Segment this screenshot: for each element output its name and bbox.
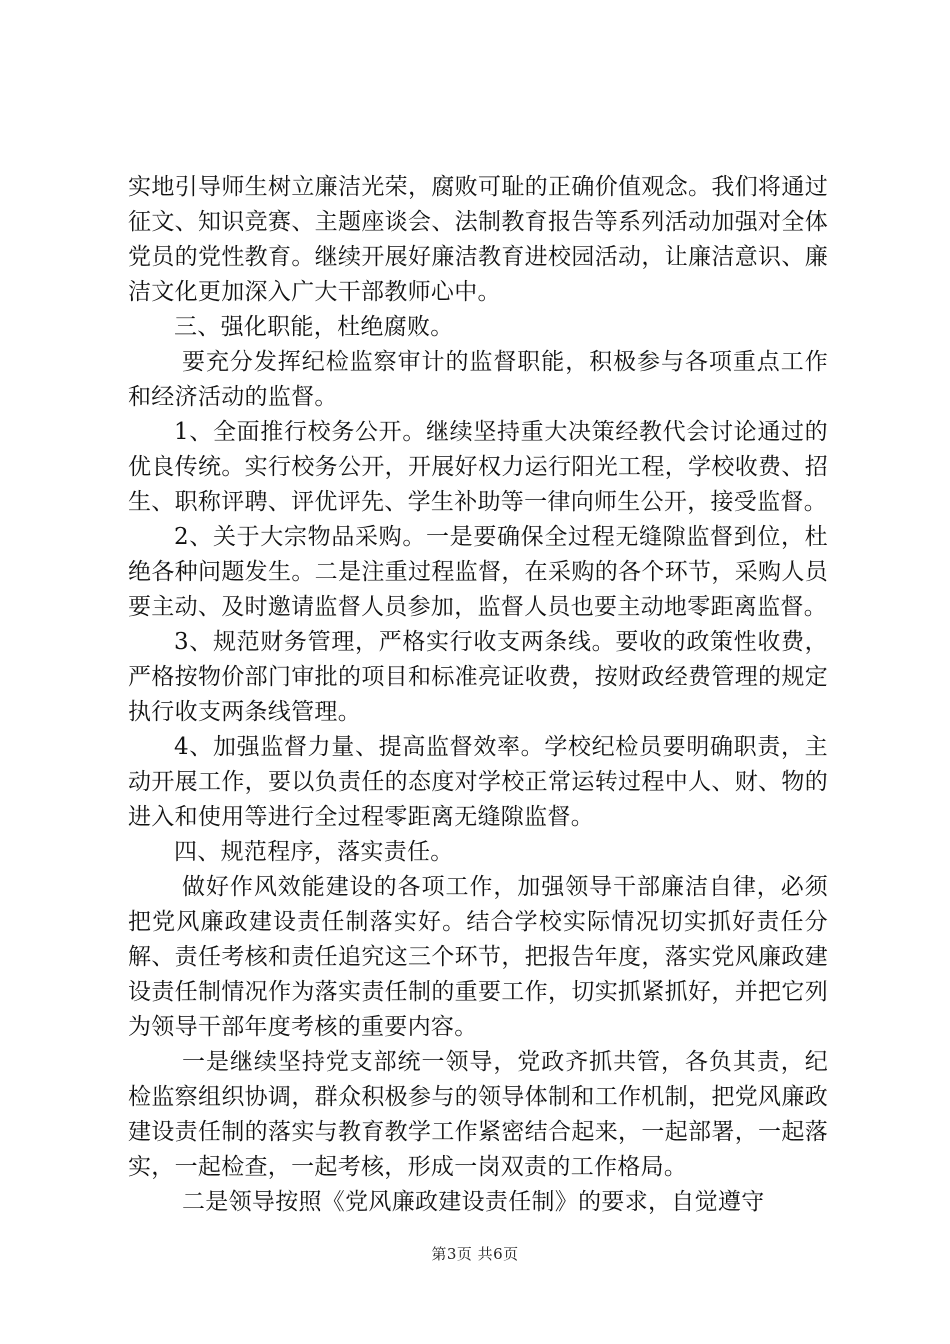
paragraph-responsibility: 做好作风效能建设的各项工作，加强领导干部廉洁自律，必须把党风廉政建设责任制落实好。结合学校实际情况切实抓好责任分解、责任考核和责任追究这三个环节，把报告年度，落实党风廉政建设责任制情况作为落实责任制的重要工作，切实抓紧抓好，并把它列为领导干部年度考核的重要内容。: [128, 874, 828, 1040]
list-item-3: 3、规范财务管理，严格实行收支两条线。要收的政策性收费，严格按物价部门审批的项目和标准亮证收费，按财政经费管理的规定执行收支两条线管理。: [128, 629, 828, 725]
section-heading-3: 三、强化职能，杜绝腐败。: [174, 314, 454, 340]
paragraph-supervision-intro: 要充分发挥纪检监察审计的监督职能，积极参与各项重点工作和经济活动的监督。: [128, 349, 828, 410]
paragraph-point-two: 二是领导按照《党风廉政建设责任制》的要求，自觉遵守: [182, 1189, 765, 1215]
page-number-footer: 第3页 共6页: [431, 1245, 519, 1263]
paragraph-continuation: 实地引导师生树立廉洁光荣，腐败可耻的正确价值观念。我们将通过征文、知识竞赛、主题座谈会、法制教育报告等系列活动加强对全体党员的党性教育。继续开展好廉洁教育进校园活动，让廉洁意识、廉洁文化更加深入广大干部教师心中。: [128, 174, 828, 305]
list-item-4: 4、加强监督力量、提高监督效率。学校纪检员要明确职责，主动开展工作，要以负责任的态度对学校正常运转过程中人、财、物的进入和使用等进行全过程零距离无缝隙监督。: [128, 734, 828, 830]
list-item-2: 2、关于大宗物品采购。一是要确保全过程无缝隙监督到位，杜绝各种问题发生。二是注重过程监督，在采购的各个环节，采购人员要主动、及时邀请监督人员参加，监督人员也要主动地零距离监督。: [128, 524, 828, 620]
document-body: [128, 170, 828, 1220]
paragraph-point-one: 一是继续坚持党支部统一领导，党政齐抓共管，各负其责，纪检监察组织协调，群众积极参与的领导体制和工作机制，把党风廉政建设责任制的落实与教育教学工作紧密结合起来，一起部署，一起落实，一起检查，一起考核，形成一岗双责的工作格局。: [128, 1049, 828, 1180]
section-heading-4: 四、规范程序，落实责任。: [174, 839, 454, 865]
list-item-1: 1、全面推行校务公开。继续坚持重大决策经教代会讨论通过的优良传统。实行校务公开，开展好权力运行阳光工程，学校收费、招生、职称评聘、评优评先、学生补助等一律向师生公开，接受监督。: [128, 419, 828, 515]
